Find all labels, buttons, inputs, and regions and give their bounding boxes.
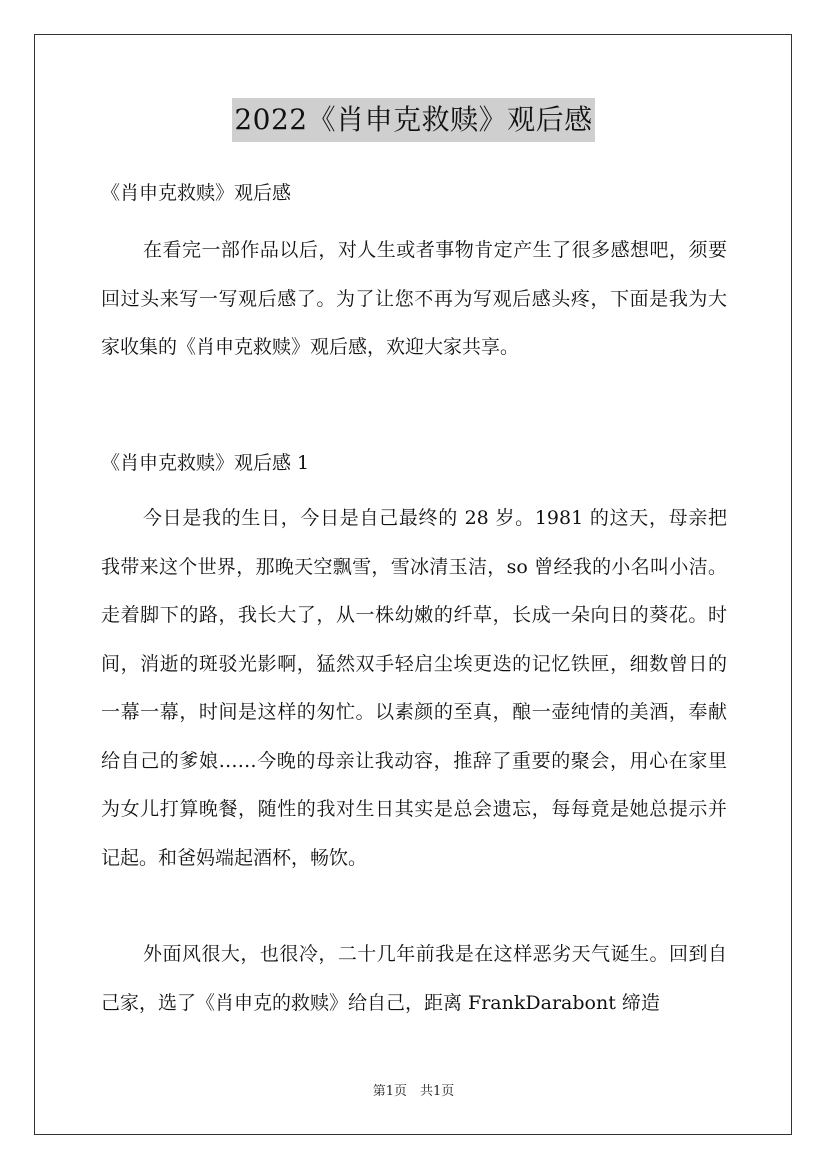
section-heading: 《肖申克救赎》观后感 1 bbox=[101, 452, 310, 474]
body-paragraph-1: 今日是我的生日，今日是自己最终的 28 岁。1981 的这天，母亲把我带来这个世界，那晚天空飘雪，雪冰清玉洁，so 曾经我的小名叫小洁。走着脚下的路，我长大了，从一株幼嫩的纤草，长成一朵向日的葵花。时间，消逝的斑驳光影啊，猛然双手轻启尘埃更迭的记忆铁匣，细数曾日的一幕一幕，时间是这样的匆忙。以素颜的至真，酿一壶纯情的美酒，奉献给自己的爹娘……今晚的母亲让我动容，推辞了重要的聚会，用心在家里为女儿打算晚餐，随性的我对生日其实是总会遗忘，每每竟是她总提示并记起。和爸妈端起酒杯，畅饮。 bbox=[101, 507, 727, 869]
document-title: 2022《肖申克救赎》观后感 bbox=[232, 98, 594, 142]
intro-paragraph: 在看完一部作品以后，对人生或者事物肯定产生了很多感想吧，须要回过头来写一写观后感了。为了让您不再为写观后感头疼，下面是我为大家收集的《肖申克救赎》观后感，欢迎大家共享。 bbox=[101, 239, 727, 358]
page-footer: 第1页 共1页 bbox=[372, 1084, 455, 1099]
document-title-wrapper bbox=[0, 98, 827, 142]
body-paragraph-2: 外面风很大，也很冷，二十几年前我是在这样恶劣天气诞生。回到自己家，选了《肖申克的救赎》给自己，距离 FrankDarabont 缔造 bbox=[101, 943, 727, 1014]
document-subtitle: 《肖申克救赎》观后感 bbox=[101, 182, 292, 204]
